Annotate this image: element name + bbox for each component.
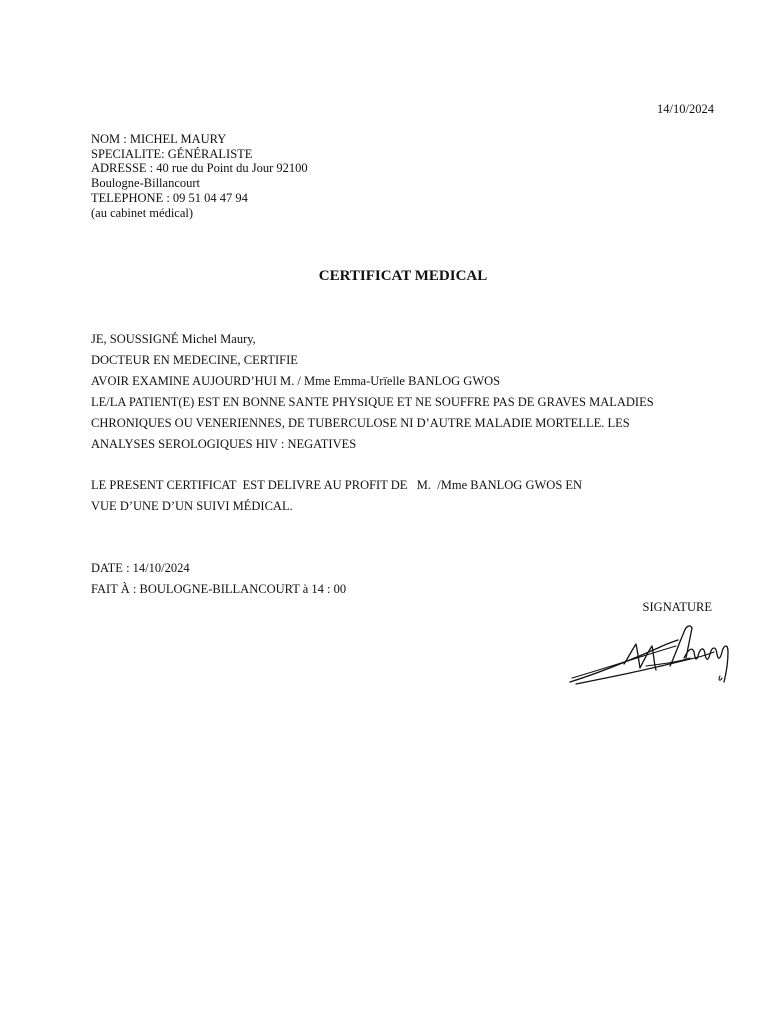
document-title: CERTIFICAT MEDICAL: [318, 268, 488, 284]
doctor-name: NOM : MICHEL MAURY: [91, 132, 227, 146]
doctor-info: [91, 132, 308, 220]
document-date: 14/10/2024: [657, 102, 714, 116]
body-line: CHRONIQUES OU VENERIENNES, DE TUBERCULOSE NI D’AUTRE MALADIE MORTELLE. LES: [91, 416, 630, 430]
doctor-phone: TELEPHONE : 09 51 04 47 94: [91, 190, 248, 205]
body-line: AVOIR EXAMINE AUJOURD’HUI M. / Mme Emma-Urïelle BANLOG GWOS: [91, 374, 501, 388]
doctor-specialty: SPECIALITE: GÉNÉRALISTE: [91, 146, 253, 161]
doctor-address-line2: Boulogne-Billancourt: [91, 176, 201, 191]
certificate-purpose: [91, 475, 582, 517]
purpose-line: VUE D’UNE D’UN SUIVI MÉDICAL.: [91, 499, 293, 513]
issue-place: FAIT À : BOULOGNE-BILLANCOURT à 14 : 00: [91, 582, 347, 596]
body-line: LE/LA PATIENT(E) EST EN BONNE SANTE PHYSIQUE ET NE SOUFFRE PAS DE GRAVES MALADIES: [91, 395, 654, 409]
issue-date: DATE : 14/10/2024: [91, 561, 190, 575]
doctor-phone-note: (au cabinet médical): [91, 205, 194, 220]
handwritten-signature: [566, 618, 736, 690]
body-line: JE, SOUSSIGNÉ Michel Maury,: [91, 332, 256, 346]
signature-label: SIGNATURE: [642, 600, 712, 614]
body-line: DOCTEUR EN MEDECINE, CERTIFIE: [91, 353, 298, 367]
body-line: ANALYSES SEROLOGIQUES HIV : NEGATIVES: [91, 437, 357, 451]
certificate-footer: [91, 558, 346, 600]
certificate-body: [91, 329, 654, 455]
purpose-line: LE PRESENT CERTIFICAT EST DELIVRE AU PROFIT DE M. /Mme BANLOG GWOS EN: [91, 478, 583, 492]
doctor-address-line1: ADRESSE : 40 rue du Point du Jour 92100: [91, 161, 308, 176]
